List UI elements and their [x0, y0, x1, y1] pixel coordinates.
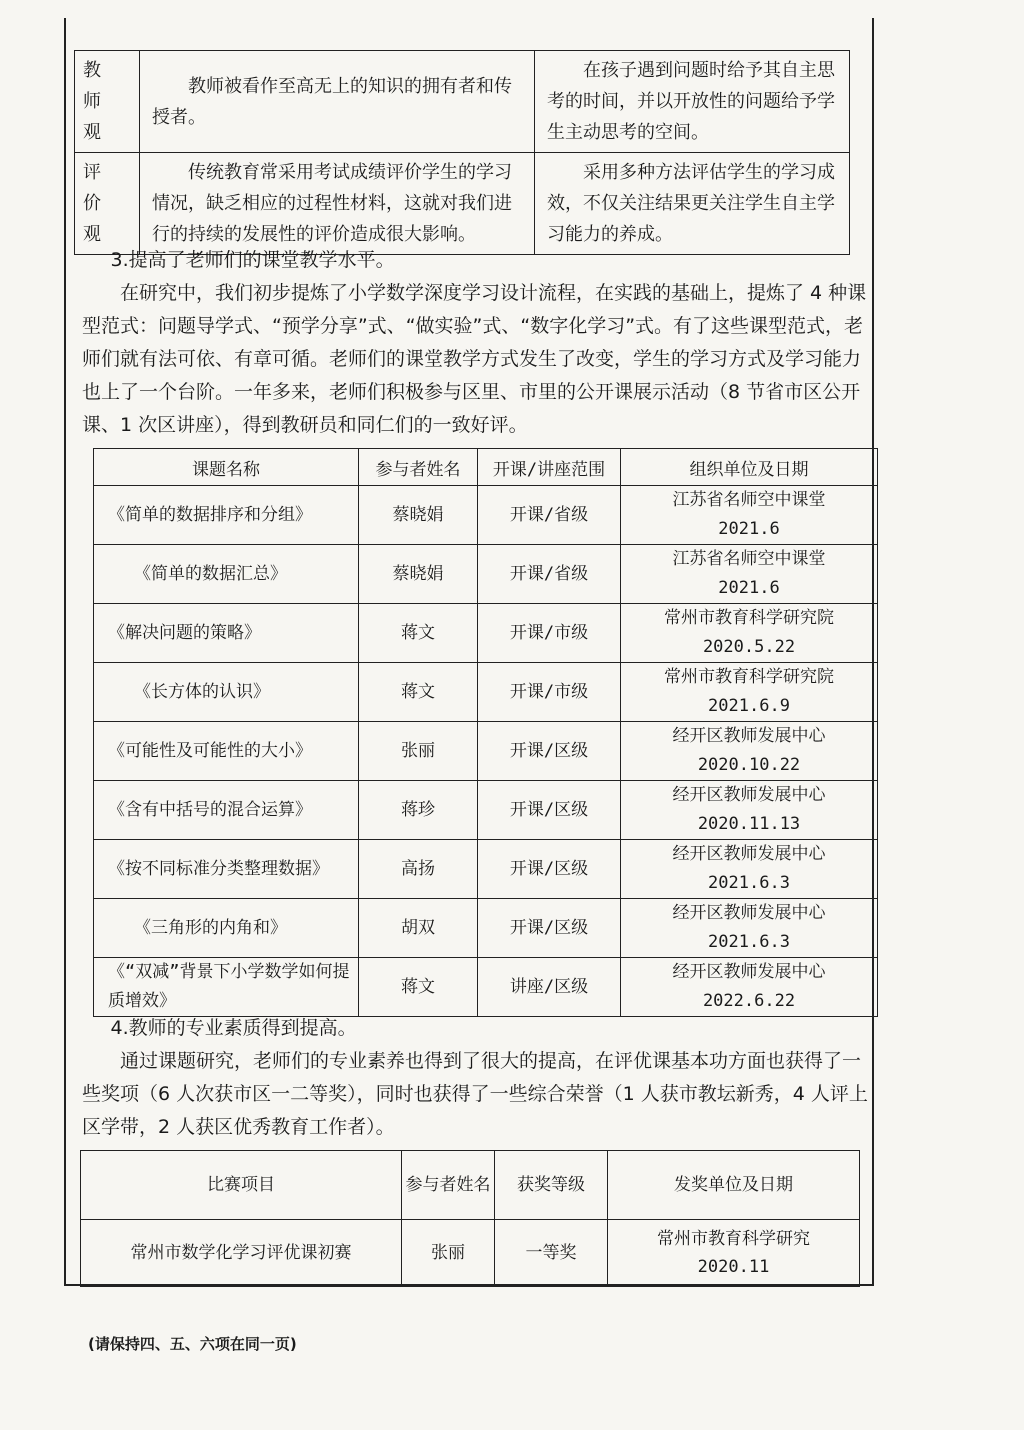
participant-cell: 蒋珍 [359, 781, 478, 840]
participant-cell: 蔡晓娟 [359, 545, 478, 604]
section-4 [82, 1012, 872, 1144]
org-cell [621, 604, 878, 663]
row-label [75, 153, 140, 255]
row-label-bottom: 观 [83, 122, 111, 143]
table-row [94, 899, 878, 958]
org-cell [621, 958, 878, 1017]
org-date: 2020.5.22 [702, 637, 796, 657]
new-cell: 在孩子遇到问题时给予其自主思考的时间，并以开放性的问题给予学生主动思考的空间。 [535, 51, 850, 153]
comparison-table [74, 50, 850, 255]
scope-cell: 开课/市级 [478, 604, 621, 663]
row-label-bottom: 观 [83, 224, 111, 245]
table-header-row [94, 449, 878, 486]
org-date: 2020.11.13 [697, 814, 801, 834]
org-cell [608, 1220, 860, 1287]
scope-cell: 开课/市级 [478, 663, 621, 722]
org-cell [621, 486, 878, 545]
lesson-title-cell: 《三角形的内角和》 [94, 899, 359, 958]
table-header-row [81, 1151, 860, 1220]
table-row [94, 840, 878, 899]
scope-cell: 开课/区级 [478, 840, 621, 899]
participant-cell: 蒋文 [359, 663, 478, 722]
org-name: 江苏省名师空中课堂 [672, 549, 826, 569]
traditional-cell: 传统教育常采用考试成绩评价学生的学习情况，缺乏相应的过程性材料，这就对我们进行的持续的发展性的评价造成很大影响。 [140, 153, 535, 255]
row-label-top: 教 师 [83, 60, 111, 112]
org-name: 经开区教师发展中心 [672, 903, 826, 923]
column-header: 开课/讲座范围 [478, 449, 621, 486]
column-header: 参与者姓名 [359, 449, 478, 486]
scope-cell: 开课/省级 [478, 545, 621, 604]
org-cell [621, 545, 878, 604]
section-4-heading: 4.教师的专业素质得到提高。 [110, 1017, 357, 1039]
table-row [94, 604, 878, 663]
participant-cell: 张丽 [359, 722, 478, 781]
lesson-title-cell: 《简单的数据汇总》 [94, 545, 359, 604]
participant-cell: 高扬 [359, 840, 478, 899]
org-name: 经开区教师发展中心 [672, 962, 826, 982]
participant-cell: 蔡晓娟 [359, 486, 478, 545]
participant-cell: 蒋文 [359, 958, 478, 1017]
org-name: 经开区教师发展中心 [672, 844, 826, 864]
table-row [94, 781, 878, 840]
org-cell [621, 663, 878, 722]
column-header: 组织单位及日期 [621, 449, 878, 486]
column-header: 获奖等级 [495, 1151, 608, 1220]
awards-table [80, 1150, 860, 1287]
event-cell: 常州市数学化学习评优课初赛 [81, 1220, 402, 1287]
org-date: 2021.6 [718, 578, 780, 598]
participant-cell: 蒋文 [359, 604, 478, 663]
traditional-cell: 教师被看作至高无上的知识的拥有者和传授者。 [140, 51, 535, 153]
table-row [94, 958, 878, 1017]
lessons-table [93, 448, 878, 1017]
column-header: 参与者姓名 [402, 1151, 495, 1220]
lesson-title-cell: 《可能性及可能性的大小》 [94, 722, 359, 781]
lesson-title-cell: 《简单的数据排序和分组》 [94, 486, 359, 545]
table-row [94, 545, 878, 604]
table-row [94, 486, 878, 545]
lesson-title-cell: 《“双减”背景下小学数学如何提质增效》 [94, 958, 359, 1017]
lesson-title-cell: 《含有中括号的混合运算》 [94, 781, 359, 840]
org-date: 2021.6 [718, 519, 780, 539]
lesson-title-cell: 《解决问题的策略》 [94, 604, 359, 663]
table-row [75, 51, 850, 153]
column-header: 发奖单位及日期 [608, 1151, 860, 1220]
section-3 [82, 244, 872, 442]
org-name: 经开区教师发展中心 [672, 785, 826, 805]
level-cell: 一等奖 [495, 1220, 608, 1287]
name-cell: 张丽 [402, 1220, 495, 1287]
org-name: 江苏省名师空中课堂 [672, 490, 826, 510]
org-name: 常州市教育科学研究 [657, 1229, 810, 1249]
org-cell [621, 899, 878, 958]
column-header: 课题名称 [94, 449, 359, 486]
scope-cell: 开课/区级 [478, 722, 621, 781]
table-row [94, 722, 878, 781]
org-name: 常州市教育科学研究院 [664, 608, 834, 628]
section-3-body: 在研究中，我们初步提炼了小学数学深度学习设计流程，在实践的基础上，提炼了 4 种课型范式：问题导学式、“预学分享”式、“做实验”式、“数字化学习”式。有了这些课型范式，老师们就有法可依、有章可循。老师们的课堂教学方式发生了改变，学生的学习方式及学习能力也上了一个台阶。一年多来，老师们积极参与区里、市里的公开课展示活动（8 节省市区公开课、1 次区讲座），得到教研员和同仁们的一致好评。 [82, 282, 867, 436]
row-label [75, 51, 140, 153]
table-row [75, 153, 850, 255]
org-cell [621, 781, 878, 840]
table-row [81, 1220, 860, 1287]
org-name: 经开区教师发展中心 [672, 726, 826, 746]
table-row [94, 663, 878, 722]
org-name: 常州市教育科学研究院 [664, 667, 834, 687]
org-date: 2020.10.22 [697, 755, 801, 775]
lesson-title-cell: 《长方体的认识》 [94, 663, 359, 722]
org-date: 2022.6.22 [702, 991, 796, 1011]
org-cell [621, 840, 878, 899]
scope-cell: 开课/区级 [478, 781, 621, 840]
org-date: 2021.6.9 [708, 696, 790, 716]
column-header: 比赛项目 [81, 1151, 402, 1220]
org-date: 2021.6.3 [708, 873, 790, 893]
org-cell [621, 722, 878, 781]
section-3-heading: 3.提高了老师们的课堂教学水平。 [110, 249, 395, 271]
scope-cell: 讲座/区级 [478, 958, 621, 1017]
row-label-top: 评 价 [83, 162, 111, 214]
org-date: 2020.11 [697, 1257, 770, 1277]
footnote: (请保持四、五、六项在同一页) [88, 1335, 297, 1353]
scope-cell: 开课/区级 [478, 899, 621, 958]
org-date: 2021.6.3 [708, 932, 790, 952]
participant-cell: 胡双 [359, 899, 478, 958]
scope-cell: 开课/省级 [478, 486, 621, 545]
lesson-title-cell: 《按不同标准分类整理数据》 [94, 840, 359, 899]
new-cell: 采用多种方法评估学生的学习成效，不仅关注结果更关注学生自主学习能力的养成。 [535, 153, 850, 255]
section-4-body: 通过课题研究，老师们的专业素养也得到了很大的提高，在评优课基本功方面也获得了一些奖项（6 人次获市区一二等奖），同时也获得了一些综合荣誉（1 人获市教坛新秀，4 人评上区学带，2 人获区优秀教育工作者）。 [82, 1050, 868, 1138]
